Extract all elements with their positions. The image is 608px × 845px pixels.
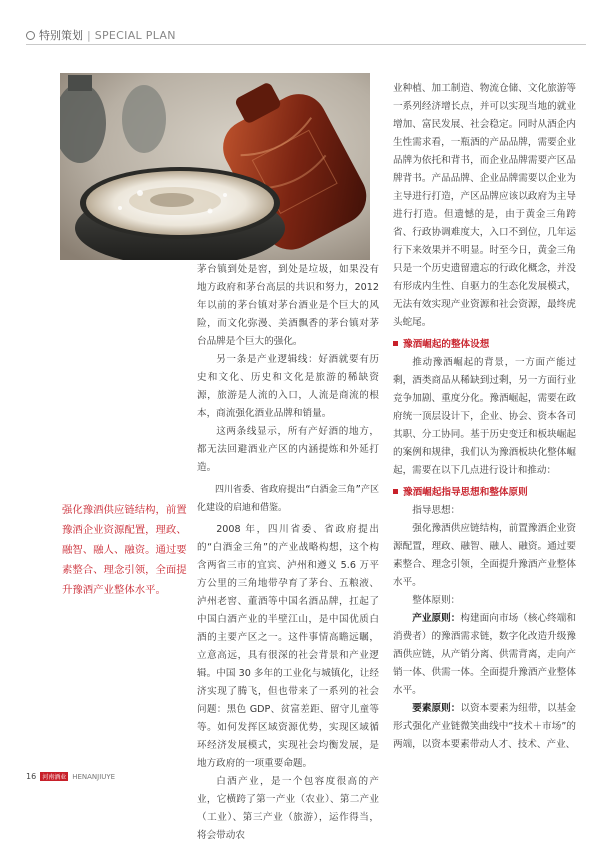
section-bullet-icon (26, 31, 35, 40)
section-title: 特别策划 (39, 29, 83, 42)
guideline-label: 指导思想： (412, 505, 461, 516)
header-separator: | (87, 28, 91, 42)
page-footer (26, 772, 115, 781)
paragraph: 强化豫酒供应链结构，前置豫酒企业资源配置，理政、融智、融人、融资。通过要素整合、理念引领，全面提升豫酒产业整体水平。 (393, 523, 576, 588)
section-header (26, 27, 176, 43)
baijiu-bowl-and-bottle-image (60, 73, 370, 260)
article-column-middle (197, 261, 379, 845)
baijiu-photo (60, 73, 370, 260)
industry-principle-text: 构建面向市场（核心终端和消费者）的豫酒需求链，数字化改造升级豫酒供应链，从产销分离、供需背离，走向产销一体、供需一体。全面提升豫酒产业整体水平。 (393, 613, 577, 696)
paragraph: 另一条是产业逻辑线：好酒就要有历史和文化、历史和文化是旅游的稀缺资源，旅游是人流的入口，人流是商流的根本，商流强化酒业品牌和销量。 (197, 354, 379, 419)
industry-principle-label: 产业原则： (412, 613, 461, 624)
article-column-right (393, 80, 576, 754)
section-heading: 豫酒崛起指导思想和整体原则 (393, 484, 576, 502)
paragraph: 白酒产业，是一个包容度很高的产业，它横跨了第一产业（农业）、第二产业（工业）、第三产业（旅游），运作得当，将会带动农 (197, 776, 379, 841)
paragraph: 业种植、加工制造、物流仓储、文化旅游等一系列经济增长点，并可以实现当地的就业增加、富民发展、社会稳定。同时从酒企内生性需求看，一瓶酒的产品品牌，需要企业品牌为依托和背书，而企业品牌需要产区品牌背书。产品品牌、企业品牌需要以企业为主导进行打造，产区品牌应该以政府为主导进行打造。但遗憾的是，由于黄金三角跨省、行政协调难度大，入口不到位，几年运行下来效果并不明显。时至今日，黄金三角只是一个历史遗留遗忘的行政化概念，并没有形成内生性、自驱力的生态化发展模式，无法有效实现产业资源和社会资源，最终虎头蛇尾。 (393, 83, 576, 328)
subsection-note: 四川省委、省政府提出“白酒金三角”产区化建设的启迪和借鉴。 (197, 485, 379, 513)
factor-principle-label: 要素原则： (412, 703, 461, 714)
header-rule (26, 44, 586, 45)
paragraph: 推动豫酒崛起的背景，一方面产能过剩，酒类商品从稀缺到过剩，另一方面行业竞争加剧、重度分化。豫酒崛起，需要在政府统一顶层设计下，企业、协会、资本各司其职、分工协同。基于历史变迁和板块崛起的案例和规律，我们认为豫酒板块化整体崛起，需要在以下几点进行设计和推动： (393, 357, 576, 476)
paragraph (393, 610, 576, 700)
principles-label: 整体原则： (412, 595, 461, 606)
section-heading: 豫酒崛起的整体设想 (393, 336, 576, 354)
factor-principle-text: 以资本要素为纽带，以基金形式强化产业链微笑曲线中“技术＋市场”的两端，以资本要素带动人才、技术、产业、 (393, 703, 577, 750)
magazine-brand-en: HENANJIUYE (72, 772, 116, 781)
pull-quote: 强化豫酒供应链结构，前置豫酒企业资源配置，理政、融智、融人、融资。通过要素整合、理念引领，全面提升豫酒产业整体水平。 (62, 504, 187, 596)
paragraph: 2008 年，四川省委、省政府提出的“白酒金三角”的产业战略构想，这个构含两省三市的宜宾、泸州和遵义 5.6 万平方公里的三角地带孕育了茅台、五粮液、泸州老窖、董酒等中国名酒品牌，扛起了中国白酒产业的半壁江山，是中国优质白酒的主要产区之一。这件事情高瞻远瞩，立意高远，具有很深的社会背景和产业逻辑。中国 30 多年的工业化与城镇化，让经济实现了腾飞，但也带来了一系列的社会问题：黑色 GDP、贫富差距、留守儿童等等。如何发挥区域资源优势，实现区域循环经济发展模式，实现社会均衡发展，是地方政府的一项重要命题。 (197, 524, 379, 769)
magazine-brand: 河南酒业 (42, 774, 67, 781)
paragraph: 这两条线显示，所有产好酒的地方，都无法回避酒业产区的内涵提炼和外延打造。 (197, 426, 379, 473)
paragraph (393, 700, 576, 754)
section-title-en: SPECIAL PLAN (94, 28, 176, 42)
page-number: 16 (26, 772, 37, 781)
paragraph: 茅台镇到处是窖，到处是垃圾，如果没有地方政府和茅台高层的共识和努力，2012 年以前的茅台镇对茅台酒业是个巨大的风险，而文化弥漫、美酒飘香的茅台镇对茅台品牌是个巨大的强化。 (197, 264, 379, 347)
